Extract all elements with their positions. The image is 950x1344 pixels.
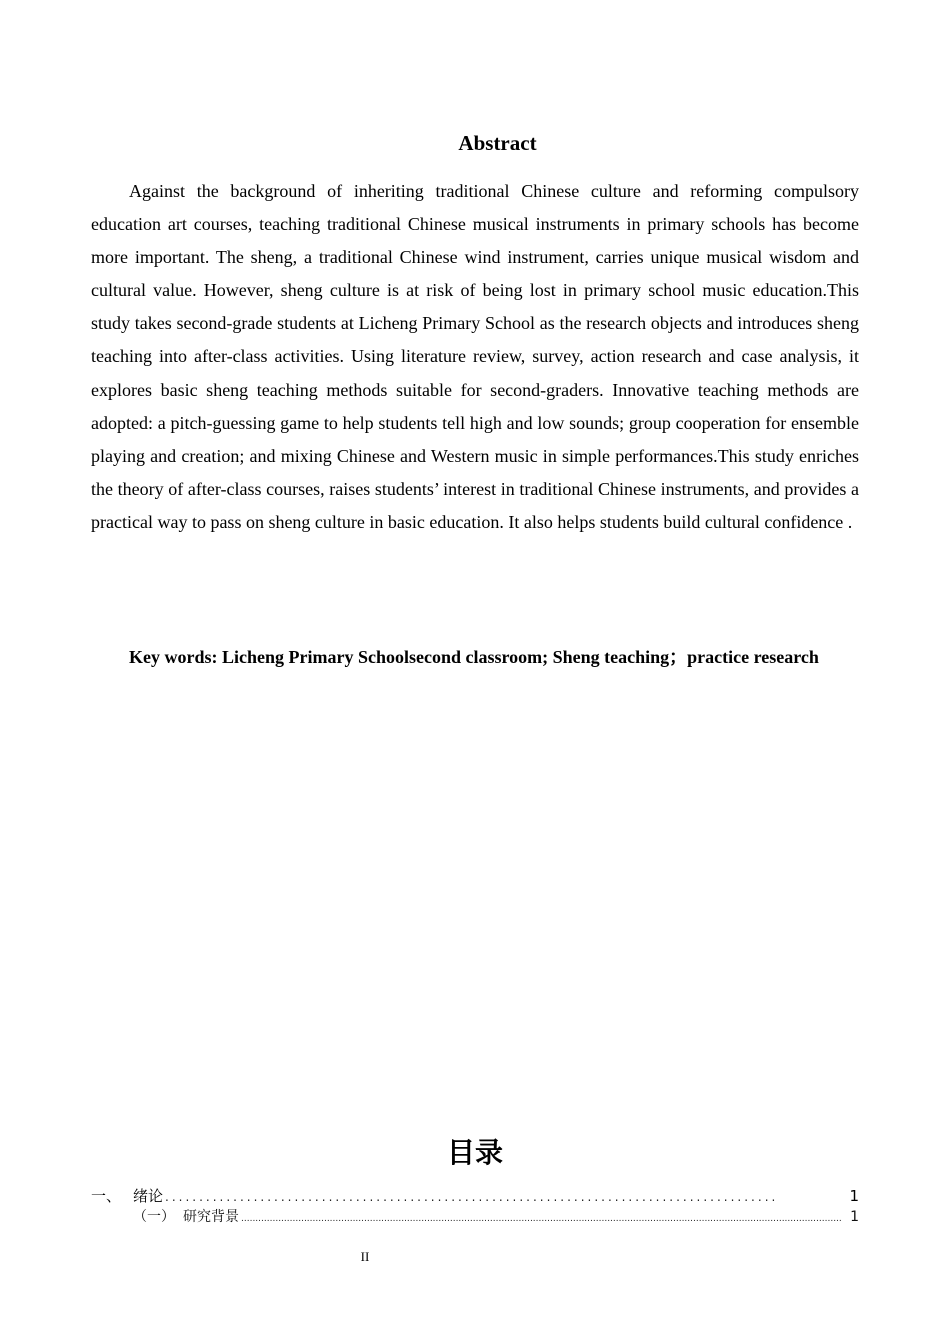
page-number: II [360,1249,370,1264]
toc-entry-page: 1 [849,1187,859,1205]
abstract-title: Abstract [458,131,537,155]
toc-entry-number: （一） [133,1209,175,1225]
toc-entry-page: 1 [850,1209,859,1225]
toc-dot-leader: .................................................................................................................................................................................................................. [241,1214,842,1224]
toc-dot-leader: .......................................................................................... [165,1190,779,1204]
toc-entry-introduction[interactable] [91,1186,859,1207]
toc-title: 目录 [446,1136,503,1169]
toc-entry-research-background[interactable] [133,1207,859,1229]
toc-entry-label: 研究背景 [183,1209,239,1225]
keywords: Key words: Licheng Primary Schoolsecond classroom; Sheng teaching；practice research [129,647,819,667]
toc-entry-label: 绪论 [133,1187,164,1205]
toc-entry-number: 一、 [91,1187,122,1205]
abstract-body: Against the background of inheriting traditional Chinese culture and reforming compulsory education art courses, teaching traditional Chinese musical instruments in primary schools has become more important. The sheng, a traditional Chinese wind instrument, carries unique musical wisdom and cultural value. However, sheng culture is at risk of being lost in primary school music education.This study takes second-grade students at Licheng Primary School as the research objects and introduces sheng teaching into after-class activities. Using literature review, survey, action research and case analysis, it explores basic sheng teaching methods suitable for second-graders. Innovative teaching methods are adopted: a pitch-guessing game to help students tell high and low sounds; group cooperation for ensemble playing and creation; and mixing Chinese and Western music in simple performances.This study enriches the theory of after-class courses, raises students’ interest in traditional Chinese instruments, and provides a practical way to pass on sheng culture in basic education. It also helps students build cultural confidence . [91,181,859,532]
